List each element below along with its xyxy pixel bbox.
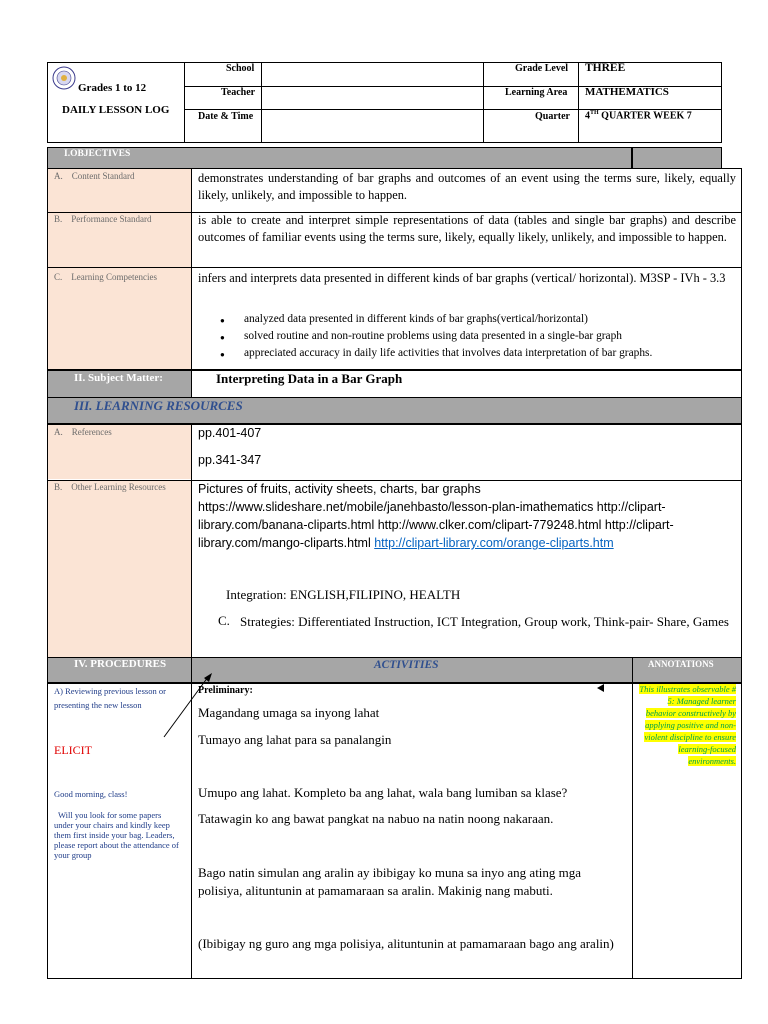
activity-line-2: Tumayo ang lahat para sa panalangin xyxy=(198,732,392,747)
resource-urls: https://www.slideshare.net/mobile/janehbasto/lesson-plan-imathematics http://clipart-library.com/banana-cliparts.html http://www.clker.com/clipart-779248.html http://clipart-library.com/mango-cliparts.html xyxy=(198,500,674,550)
objectives-heading-bar xyxy=(47,147,632,169)
header-divider-v1 xyxy=(184,62,185,143)
learning-competencies-label: C. Learning Competencies xyxy=(54,272,157,282)
resources-divider-v xyxy=(191,424,192,658)
deped-seal-logo xyxy=(52,66,76,90)
learning-area-value: MATHEMATICS xyxy=(585,86,669,98)
quarter-value-text: QUARTER WEEK 7 xyxy=(598,110,692,122)
quarter-value xyxy=(585,110,692,121)
annotation-note xyxy=(636,683,736,767)
header-divider-v3 xyxy=(483,62,484,143)
grade-level-value: THREE xyxy=(585,62,626,74)
learning-area-label: Learning Area xyxy=(505,87,568,98)
teacher-field[interactable] xyxy=(262,87,482,108)
objectives-bullet-list xyxy=(216,311,736,362)
reference-1: pp.401-407 xyxy=(198,426,262,440)
greeting-text: Good morning, class! xyxy=(54,789,128,799)
other-resources-label: B. Other Learning Resources xyxy=(54,482,166,492)
objective-bullet: ● appreciated accuracy in daily life activities that involves data interpretation of bar graphs. xyxy=(216,345,736,362)
marker-triangle-icon xyxy=(596,683,606,693)
quarter-label: Quarter xyxy=(535,111,570,122)
datetime-label: Date & Time xyxy=(198,111,254,122)
references-label: A. References xyxy=(54,427,112,437)
subject-matter-label: II. Subject Matter: xyxy=(74,372,163,384)
header-divider-v4 xyxy=(578,62,579,143)
content-standard-text: demonstrates understanding of bar graphs and outcomes of an event using the terms sure, likely, equally likely, unlikely, and impossible to happen. xyxy=(198,171,736,202)
objective-bullet: ● analyzed data presented in different kinds of bar graphs(vertical/horizontal) xyxy=(216,311,736,328)
performance-standard-text: is able to create and interpret simple representations of data (tables and single bar graphs) and describe outcomes of familiar events using the terms sure, likely, equally likely, unlikely, and impossible to happen. xyxy=(198,213,736,244)
school-field[interactable] xyxy=(262,63,482,85)
datetime-field[interactable] xyxy=(262,110,482,142)
daily-lesson-log-title: DAILY LESSON LOG xyxy=(62,104,170,116)
objectives-heading: I.OBJECTIVES xyxy=(64,149,131,159)
other-resources-line: Pictures of fruits, activity sheets, charts, bar graphs xyxy=(198,482,481,496)
objective-bullet: ● solved routine and non-routine problems using data presented in a single-bar graph xyxy=(216,328,736,345)
content-standard-label: A. Content Standard xyxy=(54,171,135,181)
procedures-divider-v2 xyxy=(632,683,633,979)
annotation-text: This illustrates observable # 5: Managed learner behavior constructively by applying positive and non-violent discipline to ensure learning-focused environments. xyxy=(639,684,736,766)
other-resources-text xyxy=(198,480,738,552)
orange-cliparts-link[interactable]: http://clipart-library.com/orange-cliparts.htm xyxy=(374,536,614,550)
reference-2: pp.341-347 xyxy=(198,453,262,467)
learning-competencies-text: infers and interprets data presented in different kinds of bar graphs (vertical/ horizontal). M3SP - IVh - 3.3 xyxy=(198,271,726,285)
grade-level-label: Grade Level xyxy=(515,63,569,74)
learning-competencies-cell xyxy=(48,268,191,369)
quarter-value-ordinal: TH xyxy=(590,110,599,116)
activity-line-3: Umupo ang lahat. Kompleto ba ang lahat, wala bang lumiban sa klase? xyxy=(198,785,568,800)
strategies-text: Strategies: Differentiated Instruction, ICT Integration, Group work, Think-pair- Share, Games xyxy=(240,614,729,629)
subject-matter-divider xyxy=(191,370,192,398)
other-resources-urls xyxy=(198,498,738,552)
objectives-heading-right xyxy=(632,147,722,169)
step-a-label: A) Reviewing previous lesson or presenting the new lesson xyxy=(54,686,166,710)
grades-label: Grades 1 to 12 xyxy=(78,82,147,94)
activity-line-4: Tatawagin ko ang bawat pangkat na nabuo na natin noong nakaraan. xyxy=(198,811,554,826)
activities-heading: ACTIVITIES xyxy=(374,659,439,671)
performance-standard-label: B. Performance Standard xyxy=(54,214,152,224)
learning-resources-heading: III. LEARNING RESOURCES xyxy=(74,398,243,413)
activity-line-6: (Ibibigay ng guro ang mga polisiya, alituntunin at pamamaraan bago ang aralin) xyxy=(198,936,614,951)
teacher-instructions: Will you look for some papers under your chairs and kindly keep them first inside your bag. Leaders, please report about the attendance of your group xyxy=(54,810,179,860)
annotations-heading: ANNOTATIONS xyxy=(648,659,714,669)
strategies-letter: C. xyxy=(218,613,230,628)
school-label: School xyxy=(226,63,255,74)
other-resources-cell xyxy=(48,481,191,657)
preliminary-label: Preliminary: xyxy=(198,685,253,696)
integration-text: Integration: ENGLISH,FILIPINO, HEALTH xyxy=(226,587,461,602)
activity-line-5: Bago natin simulan ang aralin ay ibibigay ko muna sa inyo ang ating mga polisiya, alituntunin at pamamaraan sa aralin. Makinig nang mabuti. xyxy=(198,865,582,898)
teacher-label: Teacher xyxy=(221,87,256,98)
quarter-value-number: 4 xyxy=(585,110,590,122)
objectives-divider-h2 xyxy=(47,267,742,268)
procedures-heading-divider-2 xyxy=(632,657,633,683)
procedures-heading: IV. PROCEDURES xyxy=(74,658,167,670)
elicit-label: ELICIT xyxy=(54,743,92,757)
activity-line-1: Magandang umaga sa inyong lahat xyxy=(198,705,380,720)
subject-matter-value: Interpreting Data in a Bar Graph xyxy=(216,371,403,386)
objectives-divider-v xyxy=(191,168,192,370)
